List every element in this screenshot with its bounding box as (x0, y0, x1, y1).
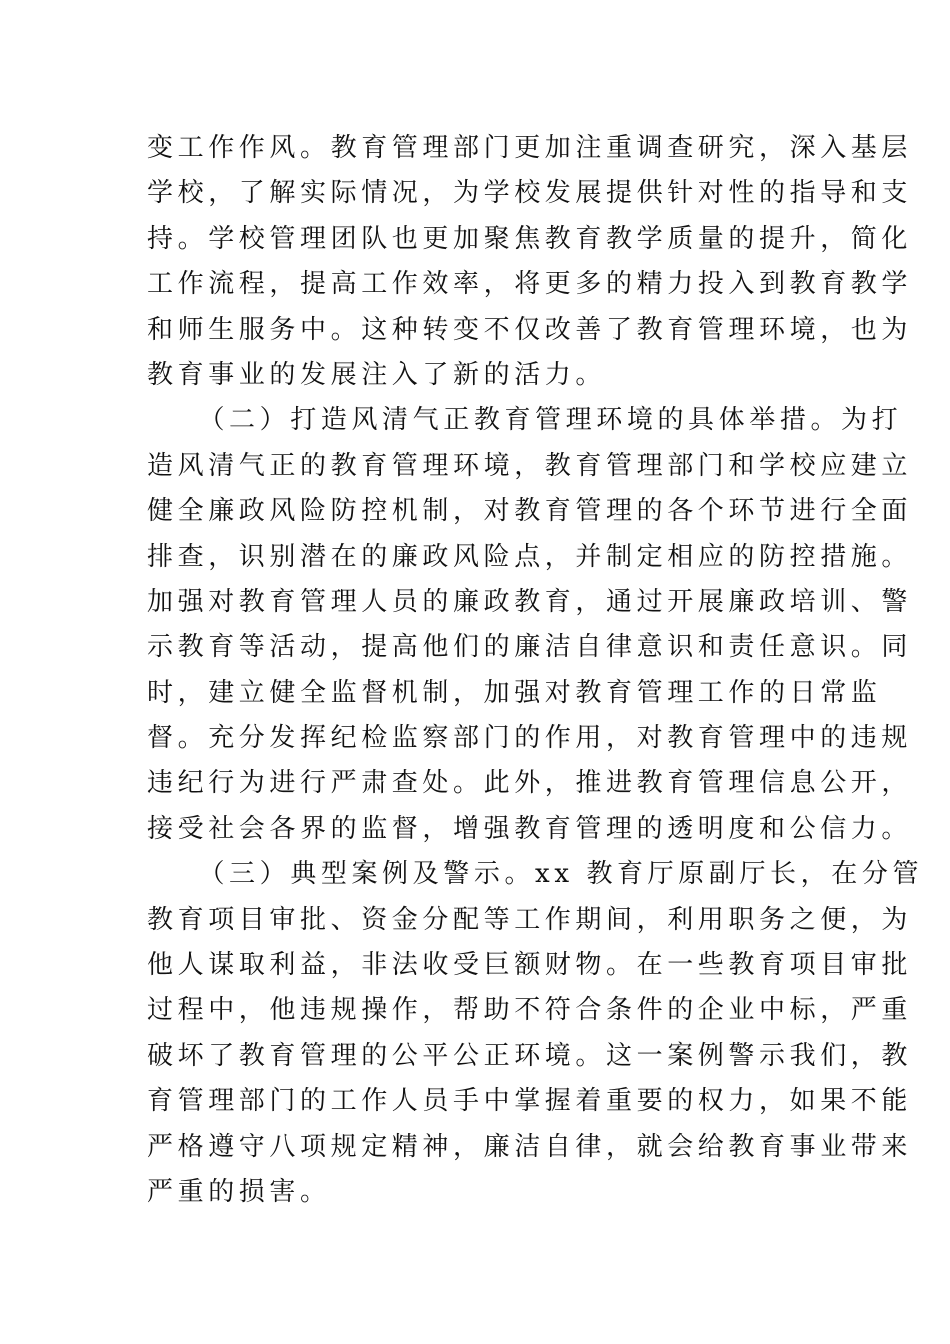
section-heading-line: （三）典型案例及警示。xx 教育厅原副厅长，在分管 (147, 859, 924, 890)
text-line: 督。充分发挥纪检监察部门的作用，对教育管理中的违规 (147, 723, 913, 754)
text-line: 持。学校管理团队也更加聚焦教育教学质量的提升，简化 (147, 223, 913, 254)
text-line: 变工作作风。教育管理部门更加注重调查研究，深入基层 (147, 133, 913, 163)
text-line: 和师生服务中。这种转变不仅改善了教育管理环境，也为 (147, 314, 913, 345)
text-line: 造风清气正的教育管理环境，教育管理部门和学校应建立 (147, 450, 913, 481)
text-line: 严重的损害。 (147, 1176, 331, 1207)
text-line: 示教育等活动，提高他们的廉洁自律意识和责任意识。同 (147, 632, 913, 663)
text-line: 违纪行为进行严肃查处。此外，推进教育管理信息公开， (147, 768, 913, 799)
text-line: 工作流程，提高工作效率，将更多的精力投入到教育教学 (147, 269, 913, 300)
body-text (147, 126, 924, 1215)
text-line: 他人谋取利益，非法收受巨额财物。在一些教育项目审批 (147, 950, 913, 981)
text-line: 破坏了教育管理的公平公正环境。这一案例警示我们，教 (147, 1040, 913, 1071)
text-line: 加强对教育管理人员的廉政教育，通过开展廉政培训、警 (147, 586, 913, 617)
text-line: 教育事业的发展注入了新的活力。 (147, 359, 607, 390)
text-line: 接受社会各界的监督，增强教育管理的透明度和公信力。 (147, 813, 913, 844)
text-line: 严格遵守八项规定精神，廉洁自律，就会给教育事业带来 (147, 1131, 913, 1162)
text-line: 健全廉政风险防控机制，对教育管理的各个环节进行全面 (147, 496, 913, 527)
text-line: 过程中，他违规操作，帮助不符合条件的企业中标，严重 (147, 995, 913, 1026)
text-line: 教育项目审批、资金分配等工作期间，利用职务之便，为 (147, 904, 913, 935)
text-line: 育管理部门的工作人员手中掌握着重要的权力，如果不能 (147, 1086, 913, 1117)
section-heading-line: （二）打造风清气正教育管理环境的具体举措。为打 (147, 405, 903, 436)
text-line: 排查，识别潜在的廉政风险点，并制定相应的防控措施。 (147, 541, 913, 572)
text-line: 时，建立健全监督机制，加强对教育管理工作的日常监 (147, 677, 882, 708)
text-line: 学校，了解实际情况，为学校发展提供针对性的指导和支 (147, 178, 913, 209)
